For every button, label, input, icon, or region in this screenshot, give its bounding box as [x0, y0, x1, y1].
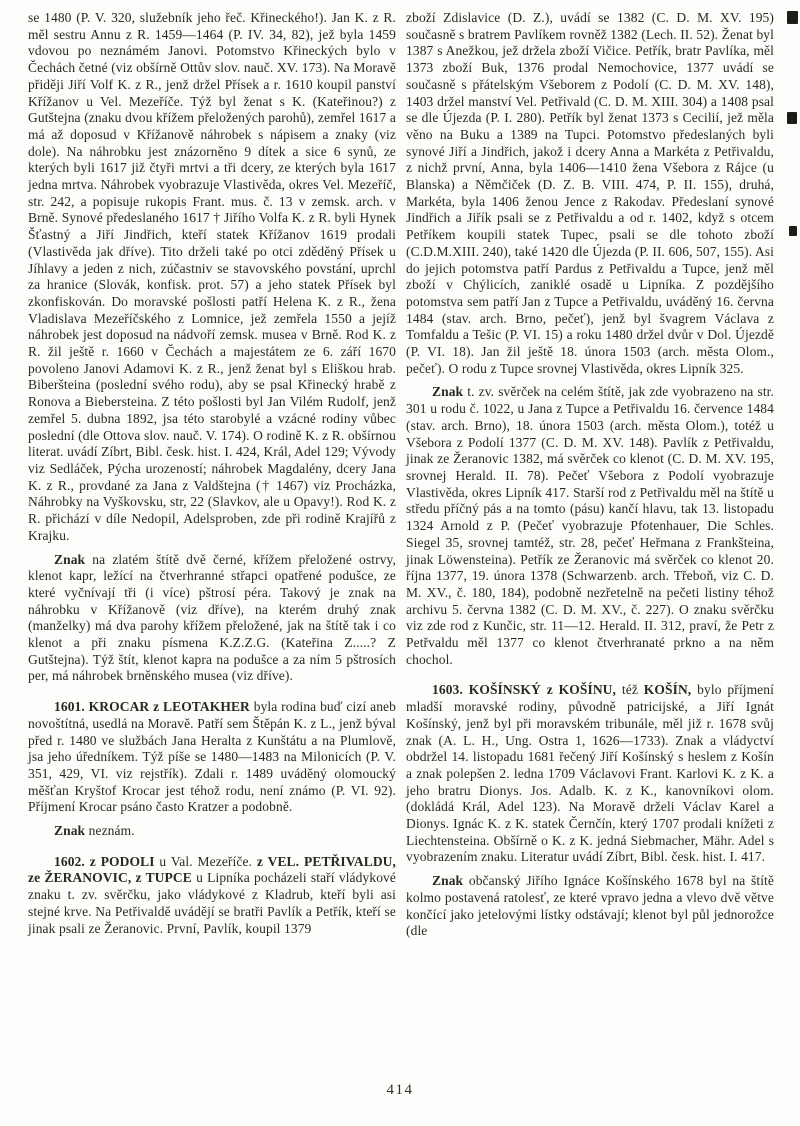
paragraph-znak-svercek — [406, 384, 774, 668]
body-text: byla rodina buď cizí aneb novoštítná, usedlá na Moravě. Patří sem Štěpán K. z L., jenž býval před r. 1480 ve službách Jana Heralta z Kunštátu a na Plumlově, jsa jeho úředníkem. Týž píše se 1480—1483 na Milonicích (P. V. 351, 429, VI. viz rejstřík). Zdali r. 1489 uváděný olomoucký měšťan Kryštof Krocar jest téhož rodu, není známo (P. VI. 92). Příjmení Krocar psáno často Kratzer a podobně. — [28, 699, 396, 815]
paragraph-petrivald-continuation — [406, 10, 774, 377]
body-text: u Val. Mezeříče. — [154, 853, 257, 869]
entry-heading-secondary: KOŠÍN, — [643, 682, 692, 698]
paragraph-znak-kosinsky — [406, 873, 774, 940]
znak-lead-label: Znak — [432, 873, 464, 889]
znak-lead-label: Znak — [54, 823, 86, 839]
body-text: t. zv. svěrček na celém štítě, jak zde vyobrazeno na str. 301 u rodu č. 1022, u Jana z Tupce a Petřivaldu 16. července 1484 (stav. arch. Brno), 18. února 1503 (arch. města Olom.), totéž u Všebora z Podolí 1377 (C. D. M. XV. 148). Pavlík z Petřivaldu, jinak ze Žeranovic 1382, má svěrček co klenot (C. D. M. XV. 195, srovnej Herald. II. 78). Pečeť Všebora z Podolí vyobrazuje Vlastivěda, okres Lipník 417. Starší rod z Petřivaldu měl na štítě u středu příčný pás a na tomto (pásu) kančí hlavu, tak 13. listopadu 1324 Arnold z P. (Pečeť vyobrazuje Pfotenhauer, Die Schles. Siegel 35, srovnej tamtéž, str. 28, pečeť Heřmana z Frankšteina, jinak Löwensteina). Petřík ze Žeranovic má svěrček co klenot 20. října 1377, 19. února 1378 (Schwarzenb. arch. Třeboň, viz C. D. M. XV., č. 180, 184), podobně nezřetelně na pečeti listiny téhož archivu 5. června 1382 (C. D. M. XV., č. 227). O znaku svěrčku viz zde rod z Kunčic, str. 11—12. Herald. II. 312, praví, že Petr z Petřvaldu měl 1377 co klenot čtverhranaté prkno a na něm chochol. — [406, 384, 774, 667]
body-text: občanský Jiřího Ignáce Košínského 1678 byl na štítě kolmo postavená ratolesť, ze které vpravo jedna a vlevo dvě větve končící jako jetelovými lístky odstávají; klenot byl půl jednorožce (dle — [406, 873, 774, 939]
body-text: na zlatém štítě dvě černé, křížem přeložené ostrvy, klenot kapr, ležící na čtverhranné střapci opatřené podušce, ze které vyčnívají tři (i více) pštrosí péra. Takový je znak na náhrobku v Křížanově (viz dříve), na kterém druhý znak (manželky) má dva parohy křížem přeložené, jak na štítě tak i co klenot a při znaku písmena K.Z.Z.G. (Kateřina Z.....? Z Gutštejna). Týž štít, klenot kapra na podušce a za ním 5 pštrosích per, má náhrobek brněnského musea (viz dříve). — [28, 551, 396, 684]
paragraph-entry-1601-krocar — [28, 699, 396, 816]
paragraph-krinecky-continuation — [28, 10, 396, 545]
znak-lead-label: Znak — [54, 551, 86, 567]
paragraph-znak-krocar — [28, 823, 396, 840]
page-number: 414 — [386, 1082, 414, 1098]
body-text: se 1480 (P. V. 320, služebník jeho řeč. Křineckého!). Jan K. z R. měl sestru Annu z R. 1459—1464 (P. IV. 34, 82), jež byla 1459 vdovou po neznámém Janovi. Potomstvo Křineckých bylo v Čechách četné (viz obšírně Ottův slov. nauč. XV. 173). Na Moravě přiději Jiří Volf K. z R., jenž držel Přísek a r. 1610 koupil panství Křížanov u Vel. Mezeříče. Týž byl ženat s K. (Kateřinou?) z Gutštejna (znaku dvou křížem přeložených parohů), zemřel 1617 a má až doposud v Křížanově náhrobek s nápisem a znaky (viz dole). Na náhrobku jest znázorněno 9 dítek a sice 6 synů, ze kterých byli 1617 již čtyři mrtvi a tři dcery, ze kterých byla 1617 jedna mrtva. Náhrobek vyobrazuje Vlastivěda, okres Vel. Mezeříč, str. 242, a popisuje rukopis Frant. mus. č. 13 v zemsk. arch. v Brně. Synové předeslaného 1617 † Jiřího Volfa K. z R. byli Hynek Šťastný a Jiří Jindřich, kteří statek Křížanov 1619 prodali (Vlastivěda jak dříve). Tito drželi také po otci zděděný Přísek u Jíhlavy a jeden z nich, zúčastniv se stavovského povstání, uprchl za hranice (Slovák, konfisk. prot. 57) a jeho statek Přísek byl zkonfiskován. Do moravské pošlosti patří Helena K. z R., žena Vladislava Mezeříčského z Lomnice, jež zemřela 1550 a jejíž náhrobek jest doposud na nádvoří zemsk. musea v Brně. Rod K. z R. žil ještě r. 1660 v Čechách a majestátem ze 6. září 1670 povoleno Janovi Adamovi K. z R., jenž ženat byl s Eliškou hrab. Biberšteina (poslední svého rodu), aby se psal Křinecký hrabě z Ronova a Biebersteina. Z této pošlosti byl Jan Vilém Rudolf, jenž zemřel 5. dubna 1892, jsa této starobylé a vzácné rodiny vůbec poslední (dle Ottova slov. nauč. V. 174). O rodině K. z R. obšírnou literat. uvádí Zíbrt, Bibl. česk. hist. I. 424, Král, Adel 129; Vývody viz Sedláček, Pýcha urozeností; náhrobek Magdalény, dcery Jana K. z R., provdané za Jana z Valdštejna († 1467) viz Procházka, Náhrobky na Vyškovsku, str, 22 (Slavkov, ale u Opavy!). Rod K. z R. přichází v díle Nedopil, Adelsproben, zde při rodině Krajířů z Krajku. — [28, 10, 396, 543]
scan-artifact-middle — [787, 112, 797, 124]
znak-lead-label: Znak — [432, 384, 464, 400]
right-column — [406, 10, 774, 940]
paragraph-znak-krinecky — [28, 552, 396, 686]
paragraph-entry-1603-kosinsky — [406, 682, 774, 866]
body-text: bylo příjmení mladší moravské rodiny, původně patricijské, a Jiří Ignát Košínský, jenž byl při moravském tribunále, měl již r. 1678 svůj znak (A. L. H., Ung. Ostra 1, 1626—1733). Znak a vládyctví obdržel 14. listopadu 1681 řečený Jiří Košínský s heslem z Košín a znak polepšen 2. ledna 1709 Václavovi Frant. Karlovi K. z K. a jeho bratru Dionys. Jos. Adalb. K. z K., kanovníkovi olom. (dokládá Král, Adel 123). Na Moravě drželi Václav Karel a Dionys. Ignác K. z K. statek Černčín, který 1707 prodali knížeti z Liechtensteina. Obšírně o K. z K. jedná Siebmacher, Mähr. Adel s vyobrazením znaku. Literatur uvádí Zíbrt, Bibl. česk. hist. I. 417. — [406, 682, 774, 865]
entry-heading: 1603. KOŠÍNSKÝ z KOŠÍNU, — [432, 682, 616, 698]
entry-heading: 1602. z PODOLI — [54, 853, 155, 869]
paragraph-entry-1602-podoli — [28, 854, 396, 938]
entry-heading-secondary: z VEL. PETŘIVALDU, ze ŽERANOVIC, z TUPCE — [28, 853, 396, 886]
body-text: též — [616, 682, 644, 698]
body-text: u Lipníka pocházeli staří vládykové znaku t. zv. svěrčku, jako vládykové z Kladrub, kteří byli asi stejné krve. Na Petřivaldě uvádějí se bratři Pavlík a Petřík, kteří se jinak psali ze Žeranovic. První, Pavlík, koupil 1379 — [28, 870, 396, 936]
body-text: zboží Zdislavice (D. Z.), uvádí se 1382 (C. D. M. XV. 195) současně s bratrem Pavlíkem rovněž 1382 (Lech. II. 52). Ženat byl 1387 s Anežkou, jež držela zboží Vičice. Petřík, bratr Pavlíka, měl 1373 zboží Buk, 1376 prodal Nemochovice, 1377 uvádí se současně s přátelským Všeborem z Podolí (C. D. M. XV. 148), 1403 držel manství Vel. Petřivald (C. D. M. XIII. 304) a 1408 psal se dle Újezda (P. I. 280). Petřík byl ženat 1373 s Cecilií, jež měla věno na Buku a 1389 na Tupci. Potomstvo předeslaných byli synové Jiří a Jindřich, jakož i dcery Anna a Markéta z Petřivaldu, z nichž první, Anna, byla 1406—1410 žena Všebora z Rájce (u Blanska) a Němčiček (D. Z. B. VIII. 474, P. II. 155), druhá, Markéta, byla 1406 ženou Jence z Rakodav. Předeslaní synové Jindřich a Jiřík psali se z Petřivaldu a od r. 1402, když s otcem Petříkem koupili statek Tupec, psali se dle tohoto zboží (C.D.M.XIII. 240), také 1420 dle Újezda (P. II. 606, 507, 155). Asi do jejich potomstva patří Pardus z Petřivaldu a Tupce, jenž měl zboží v Chýlicích, zaniklé osadě u Lipníka. Z pozdějšího potomstva sem patří Jan z Tupce a Petřivaldu, uváděný 16. června 1484 (stav. arch. Brno, pečeť), jenž byl švagrem Václava z Tomfaldu a Tešic (P. VI. 15) a roku 1480 držel dvůr v Dol. Újezdě (P. VI. 18). Jan žil ještě 18. února 1503 (arch. města Olom., pečeť). O rodu z Tupce srovnej Vlastivěda, okres Lipník 325. — [406, 10, 774, 376]
entry-heading: 1601. KROCAR z LEOTAKHER — [54, 699, 250, 715]
left-column — [28, 10, 396, 937]
scan-artifact-lower — [789, 226, 797, 236]
scan-artifact-top — [787, 11, 798, 24]
body-text: neznám. — [85, 823, 135, 839]
